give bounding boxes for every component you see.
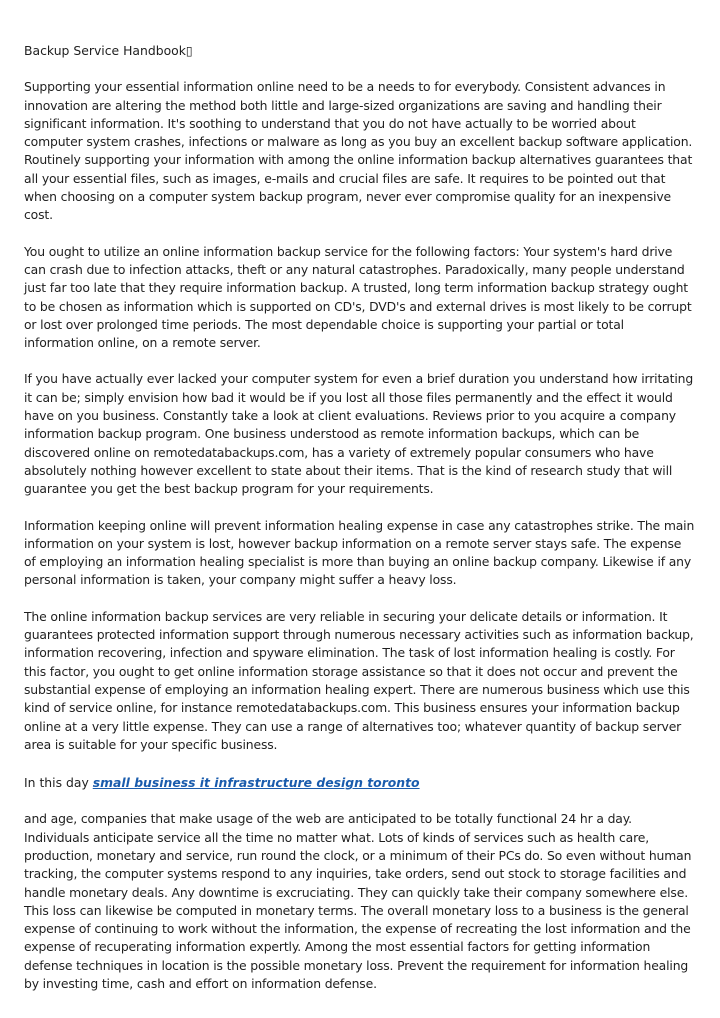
business-it-design-link[interactable]: small business it infrastructure design toronto [92, 775, 420, 791]
paragraph-4: Information keeping online will prevent information healing expense in case any catastrophes strike. The main information on your system is lost, however backup information on a remote server stays safe. The expense of employing an information healing specialist is more than buying an online backup company. Likewise if any personal information is taken, your company might suffer a heavy loss. [24, 517, 695, 588]
paragraph-1: Supporting your essential information online need to be a needs to for everybody. Consistent advances in innovation are altering the method both little and large-sized organizations are saving and handling their significant information. It's soothing to understand that you do not have actually to be worried about computer system crashes, infections or malware as long as you buy an excellent backup software application. Routinely supporting your information with among the online information backup alternatives guarantees that all your essential files, such as images, e-mails and crucial files are safe. It requires to be pointed out that when choosing on a computer system backup program, never ever compromise quality for an inexpensive cost. [24, 79, 693, 223]
document-title: Backup Service Handbook▯ [24, 43, 193, 58]
paragraph-final: and age, companies that make usage of the web are anticipated to be totally functional 24 hr a day. Individuals anticipate service all the time no matter what. Lots of kinds of services such as health care, production, monetary and service, run round the clock, or a minimum of their PCs do. So even without human tracking, the computer systems respond to any inquiries, take orders, send out stock to storage facilities and handle monetary deals. Any downtime is excruciating. They can quickly take their company somewhere else. This loss can likewise be computed in monetary terms. The overall monetary loss to a business is the general expense of continuing to work without the information, the expense of recreating the lost information and the expense of recuperating information expertly. Among the most essential factors for getting information defense techniques in location is the possible monetary loss. Prevent the requirement for information healing by investing time, cash and effort on information defense. [24, 811, 692, 992]
paragraph-3: If you have actually ever lacked your computer system for even a brief duration you understand how irritating it can be; simply envision how bad it would be if you lost all those files permanently and the effect it would have on you business. Constantly take a look at client evaluations. Reviews prior to you acquire a company information backup program. One business understood as remote information backups, which can be discovered online on remotedatabackups.com, has a variety of extremely popular consumers who have absolutely nothing however excellent to state about their items. That is the kind of research study that will guarantee you get the best backup program for your requirements. [24, 371, 694, 497]
link-paragraph [24, 774, 696, 792]
link-prefix-text: In this day [24, 775, 93, 791]
paragraph-5: The online information backup services are very reliable in securing your delicate details or information. It guarantees protected information support through numerous necessary activities such as information backup, information recovering, infection and spyware elimination. The task of lost information healing is costly. For this factor, you ought to get online information storage assistance so that it does not occur and prevent the substantial expense of employing an information healing expert. There are numerous business which use this kind of service online, for instance remotedatabackups.com. This business ensures your information backup online at a very little expense. They can use a range of alternatives too; whatever quantity of backup server area is suitable for your specific business. [24, 608, 694, 752]
paragraph-2: You ought to utilize an online information backup service for the following factors: Your system's hard drive can crash due to infection attacks, theft or any natural catastrophes. Paradoxically, many people understand just far too late that they require information backup. A trusted, long term information backup strategy ought to be chosen as information which is supported on CD's, DVD's and external drives is most likely to be corrupt or lost over prolonged time periods. The most dependable choice is supporting your partial or total information online, on a remote server. [24, 243, 692, 351]
